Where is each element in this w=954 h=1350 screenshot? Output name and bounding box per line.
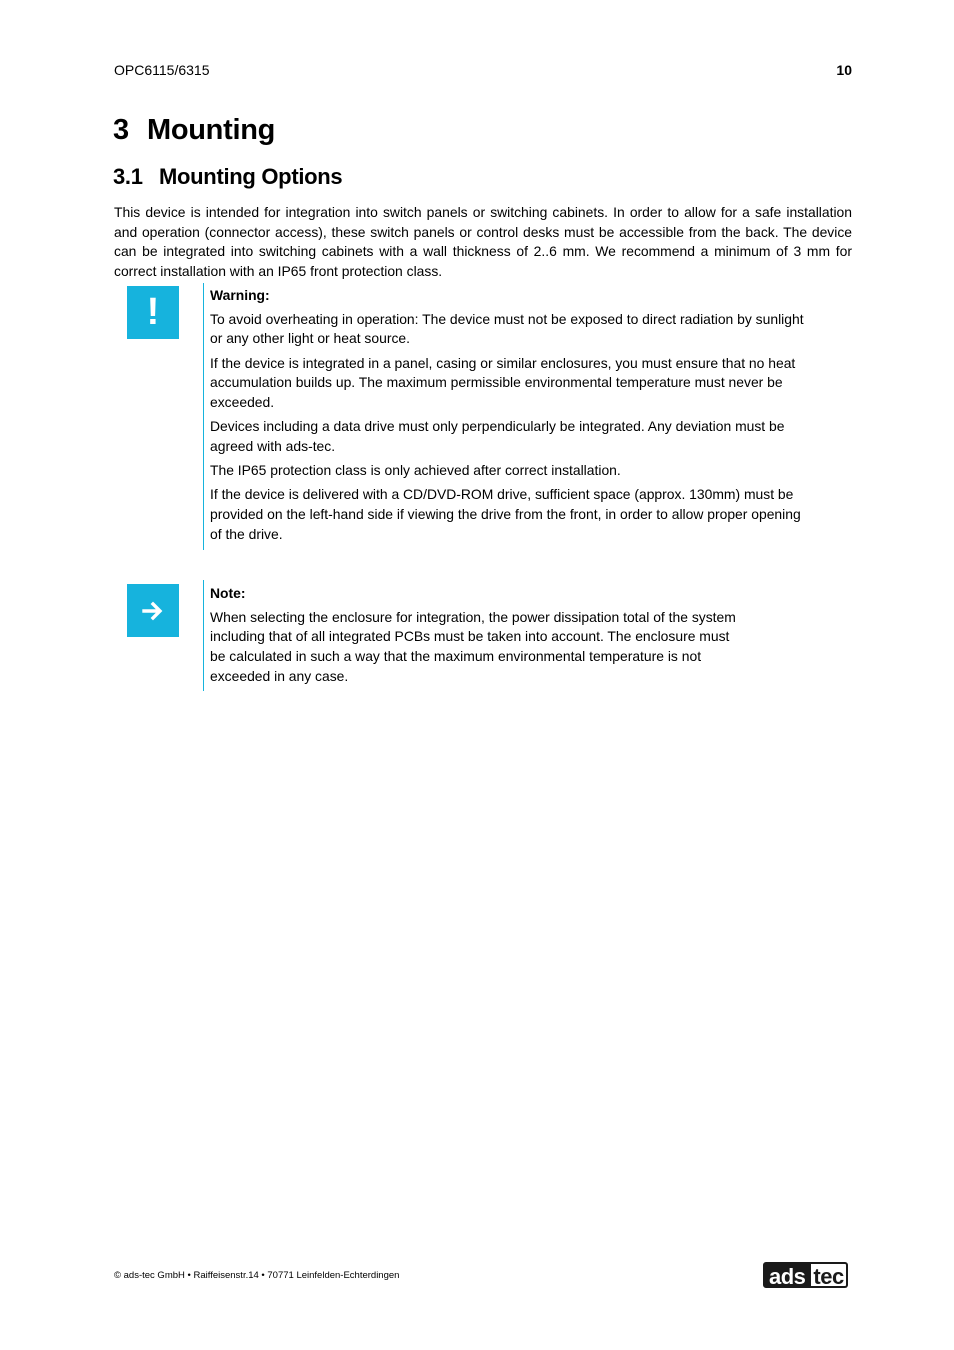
- logo-ads: ads: [763, 1262, 811, 1288]
- warning-title: Warning:: [210, 287, 270, 303]
- warning-paragraph: Devices including a data drive must only perpendicularly be integrated. Any deviation must be agreed with ads-tec.: [210, 418, 785, 454]
- warning-paragraph: The IP65 protection class is only achieved after correct installation.: [210, 462, 621, 479]
- warning-paragraph: If the device is delivered with a CD/DVD-ROM drive, sufficient space (approx. 130mm) must be provided on the left-hand side if viewing the drive from the front, in order to allow proper opening of the drive.: [210, 486, 801, 542]
- section-number: 3.1: [113, 164, 143, 189]
- chapter-number: 3: [113, 114, 129, 146]
- note-divider: [203, 580, 204, 691]
- chapter-title: Mounting: [147, 114, 276, 146]
- section-title: Mounting Options: [159, 164, 343, 189]
- intro-paragraph: This device is intended for integration into switch panels or switching cabinets. In order to allow for a safe installation and operation (connector access), these switch panels or control desks must be accessible from the back. The device can be integrated into switching cabinets with a wall thickness of 2..6 mm. We recommend a minimum of 3 mm for correct installation with an IP65 front protection class.: [114, 204, 852, 280]
- warning-paragraph: If the device is integrated in a panel, casing or similar enclosures, you must ensure that no heat accumulation builds up. The maximum permissible environmental temperature must never be exceeded.: [210, 354, 796, 411]
- page-number: 10: [836, 62, 852, 78]
- warning-block: [210, 286, 810, 549]
- logo-tec: tec: [811, 1262, 847, 1288]
- ads-tec-logo: [763, 1262, 848, 1288]
- exclamation-icon: [127, 286, 179, 339]
- exclamation-glyph: !: [146, 291, 160, 333]
- note-block: [210, 584, 810, 691]
- arrow-right-icon-svg: [142, 600, 164, 622]
- warning-divider: [203, 283, 204, 550]
- document-id: OPC6115/6315: [114, 62, 210, 78]
- footer-address: © ads-tec GmbH • Raiffeisenstr.14 • 70771 Leinfelden-Echterdingen: [114, 1270, 400, 1281]
- arrow-right-icon: [127, 584, 179, 637]
- chapter-heading: [113, 114, 275, 147]
- section-heading: [113, 164, 342, 190]
- note-text: When selecting the enclosure for integration, the power dissipation total of the system including that of all integrated PCBs must be taken into account. The enclosure must be calculated in such a way that the maximum environmental temperature is not exceeded in any case.: [210, 608, 736, 684]
- warning-paragraph: To avoid overheating in operation: The device must not be exposed to direct radiation by sunlight or any other light or heat source.: [210, 310, 804, 347]
- note-title: Note:: [210, 585, 246, 601]
